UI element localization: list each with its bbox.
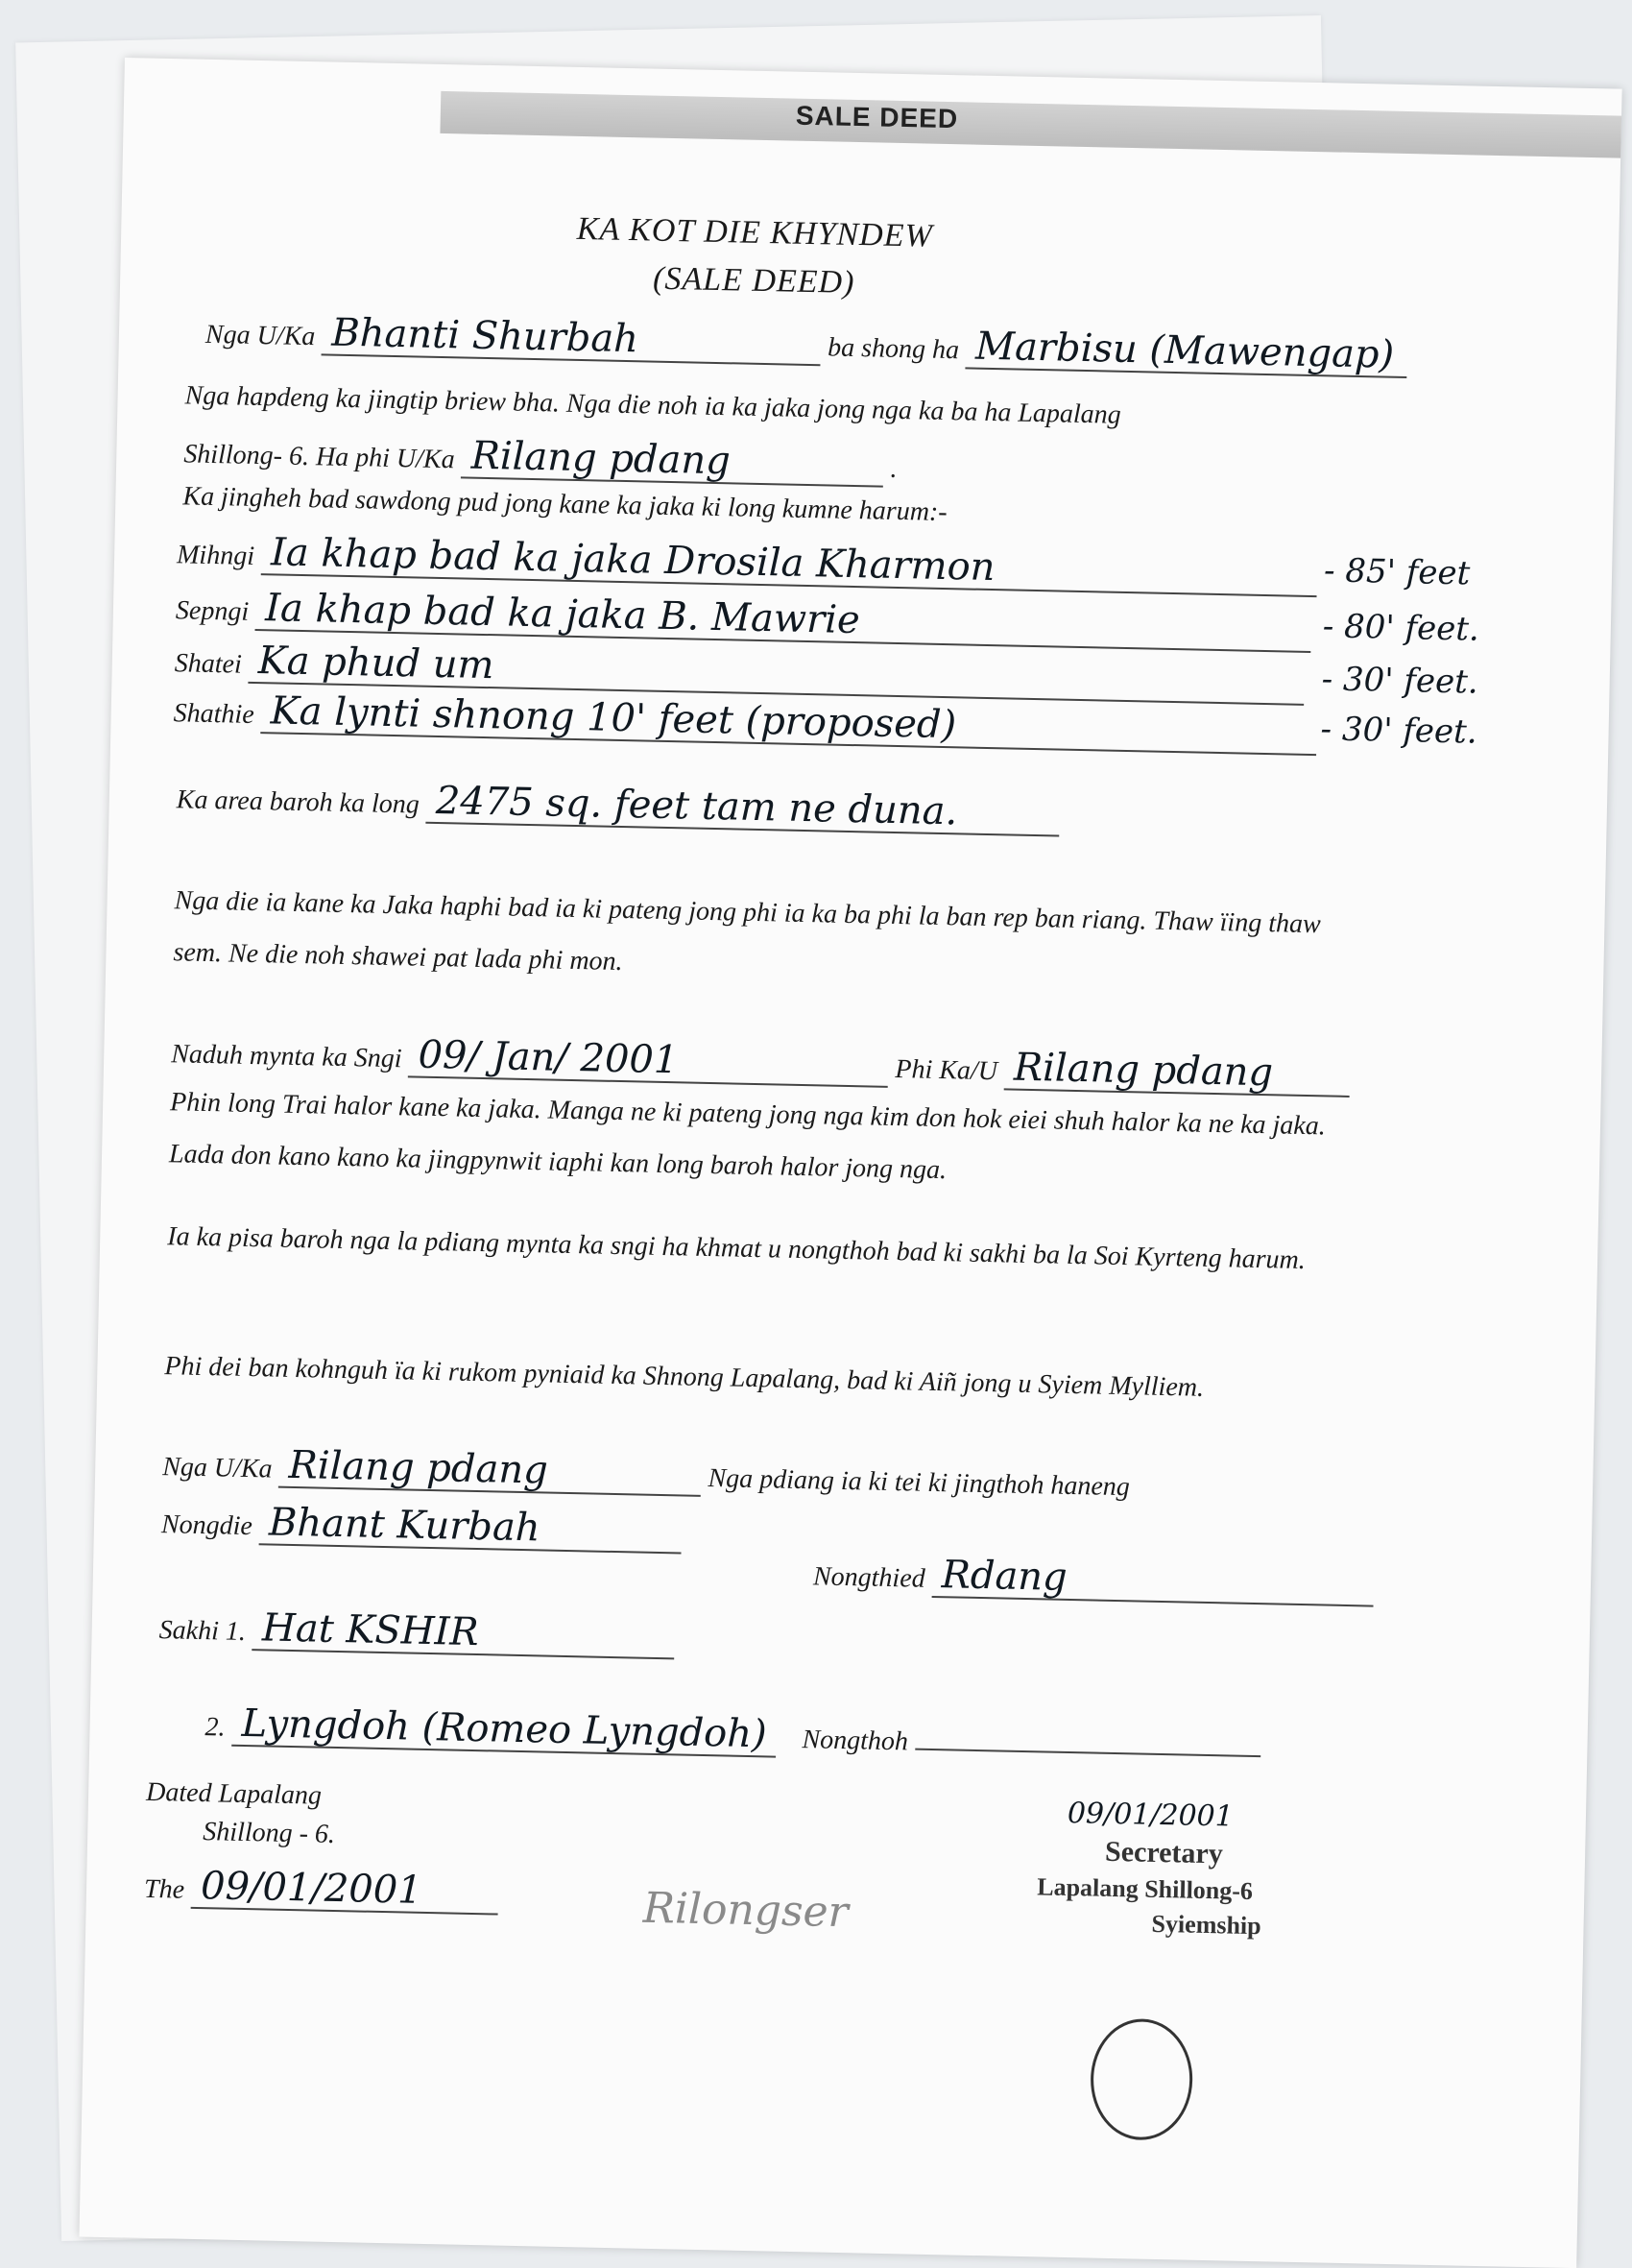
the-date-line [144,1864,499,1916]
nga-value: Rilang pdang [278,1444,702,1497]
sale-deed-page [79,58,1621,2268]
secretary-stamp-line-2: Lapalang Shillong-6 [1037,1872,1254,1906]
sakhi2-label: 2. [204,1712,226,1743]
dated-line-2: Shillong - 6. [202,1817,336,1849]
buyer-name-field: Rilang pdang [461,434,884,487]
boundary-text: Ka lynti shnong 10' feet (proposed) [260,689,1317,756]
sakhi2-value: Lyngdoh (Romeo Lyngdoh) [231,1702,777,1758]
sakhi1-label: Sakhi 1. [158,1615,247,1647]
nongdie-value: Bhant Kurbah [258,1501,682,1554]
date-mid: Phi Ka/U [895,1054,998,1087]
area-value-field: 2475 sq. feet tam ne duna. [425,780,1060,837]
area-prefix: Ka area baroh ka long [176,784,420,820]
buyer-suffix: . [890,453,898,484]
header-band [440,91,1621,158]
boundary-measure: - 80' feet. [1322,607,1480,649]
signature-seal [1090,2018,1194,2141]
buyer-prefix: Shillong- 6. Ha phi U/Ka [183,439,455,475]
secretary-stamp-line-3: Syiemship [1151,1909,1261,1941]
sakhi2-line [204,1701,1260,1768]
intro-line: Nga hapdeng ka jingtip briew bha. Nga die noh ia ka jaka jong nga ka ba ha Lapalang [184,380,1122,430]
receipt-text: Nga pdiang ia ki tei ki jingthoh haneng [708,1463,1131,1503]
boundary-text: Ka phud um [248,639,1305,706]
sakhi1-value: Hat KSHIR [252,1606,676,1659]
nongdie-label: Nongdie [160,1509,253,1542]
stray-handwriting: Rilongser [642,1883,850,1938]
boundary-measure: - 30' feet. [1321,660,1479,702]
paragraph-4: Phi dei ban kohnguh ïa ki rukom pyniaid ka Shnong Lapalang, bad ki Aiñ jong u Syiem Mylliem. [164,1351,1205,1403]
the-label: The [143,1873,185,1905]
boundary-intro: Ka jingheh bad sawdong pud jong kane ka jaka ki long kumne harum:- [182,481,948,528]
boundary-label: Mihngi [176,540,255,571]
dated-line-1: Dated Lapalang [145,1776,323,1811]
boundary-measure: - 30' feet. [1320,710,1478,752]
area-line [176,774,1060,836]
secretary-stamp: Secretary [1104,1835,1224,1870]
the-date-value: 09/01/2001 [191,1865,499,1916]
boundary-label: Sepngi [175,595,250,627]
nga-label: Nga U/Ka [161,1452,273,1484]
sakhi1-line [158,1604,675,1659]
nongthoh-label: Nongthoh [802,1725,909,1757]
boundary-label: Shatei [174,648,243,680]
seller-place-field: Marbisu (Mawengap) [966,325,1408,378]
seller-mid: ba shong ha [827,332,960,366]
seller-prefix: Nga U/Ka [204,319,316,352]
document-subtitle: (SALE DEED) [652,260,855,301]
boundary-label: Shathie [173,698,255,730]
seller-name-field: Bhanti Shurbah [322,311,822,366]
paragraph-2: Phin long Trai halor kane ka jaka. Manga ne ki pateng jong nga kim don hok eiei shuh halor ka ne ka jaka. Lada don kano kano ka jingpynwit iaphi kan long baroh halor jong nga. [168,1087,1327,1186]
paragraph-3: Ia ka pisa baroh nga la pdiang mynta ka sngi ha khmat u nongthoh bad ki sakhi ba la Soi Kyrteng harum. [166,1221,1307,1276]
boundary-measure: - 85' feet [1323,551,1471,593]
nga-signature-line [162,1441,1131,1506]
header-band-text: SALE DEED [795,100,959,134]
paragraph-1: Nga die ia kane ka Jaka haphi bad ia ki pateng jong phi ia ka ba phi la ban rep ban riang. Thaw ïing thaw sem. Ne die noh shawei pat lada phi mon. [173,885,1322,977]
nongthied-label: Nongthied [812,1561,926,1594]
seller-line [205,309,1408,378]
date-field: 09/ Jan/ 2001 [408,1033,889,1087]
nongdie-line [161,1499,683,1554]
nongthied-value: Rdang [931,1554,1374,1607]
date-prefix: Naduh mynta ka Sngi [170,1039,402,1074]
nongthied-line [813,1551,1375,1606]
nongthoh-date: 09/01/2001 [1067,1796,1235,1834]
buyer-line [183,428,898,488]
date-name-field: Rilang pdang [1004,1046,1351,1098]
boundary-text: Ia khap bad ka jaka B. Mawrie [255,587,1312,653]
nongthoh-signature-field [915,1749,1260,1758]
document-title: KA KOT DIE KHYNDEW [576,210,934,254]
boundary-text: Ia khap bad ka jaka Drosila Kharmon [261,531,1318,597]
